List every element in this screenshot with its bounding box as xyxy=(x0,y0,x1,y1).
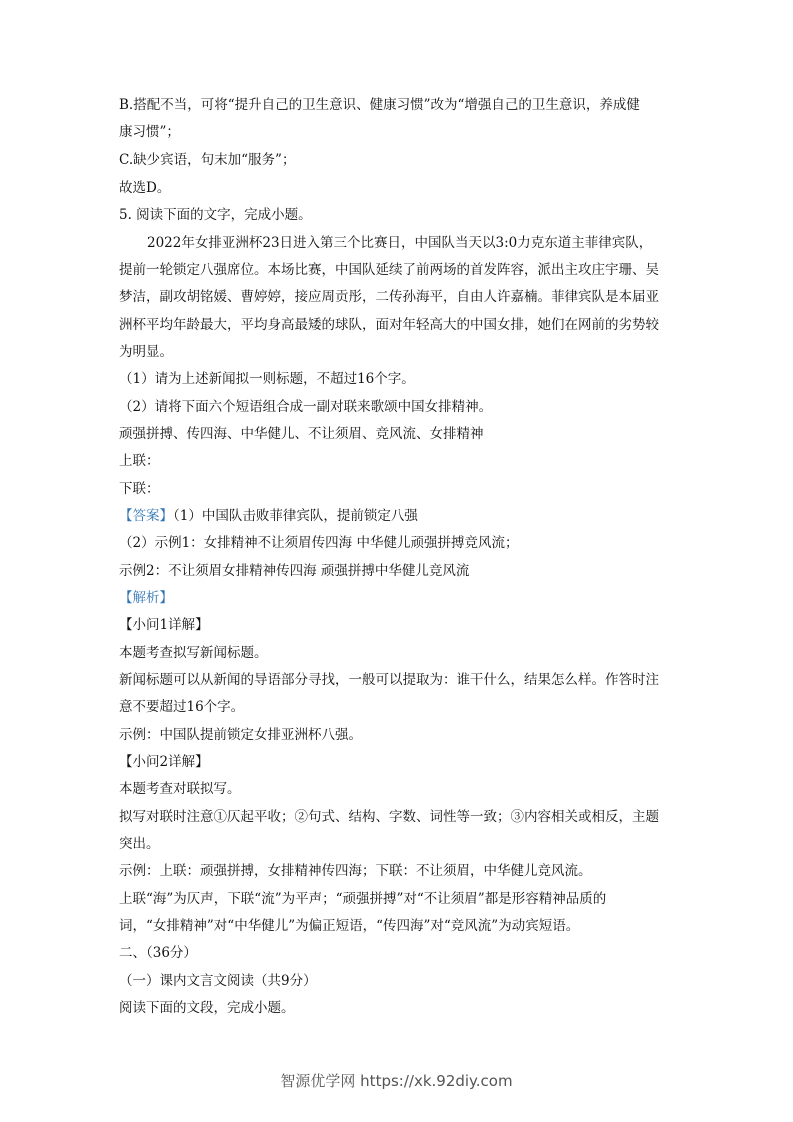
passage-line: 2022年女排亚洲杯23日进入第三个比赛日，中国队当天以3:0力克东道主菲律宾队， xyxy=(147,235,653,251)
passage-line: 为明显。 xyxy=(119,344,173,360)
answer-line: （2）示例1：女排精神不让须眉传四海 中华健儿顽强拼搏竞风流； xyxy=(119,535,519,551)
analysis-tag: 【解析】 xyxy=(119,590,173,606)
text-line: 康习惯”； xyxy=(119,124,180,140)
question-heading: 5. 阅读下面的文字，完成小题。 xyxy=(119,207,312,223)
sub-heading: 【小问1详解】 xyxy=(119,617,209,633)
text-line: 本题考查拟写新闻标题。 xyxy=(119,645,268,661)
answer-tag: 【答案】 xyxy=(119,508,173,524)
passage-line: 梦洁，副攻胡铭媛、曹婷婷，接应周贡彤，二传孙海平，自由人许嘉楠。菲律宾队是本届亚 xyxy=(119,289,659,305)
upper-couplet-label: 上联： xyxy=(119,453,160,469)
text-line: 意不要超过16个字。 xyxy=(119,699,245,715)
section-subheading: （一）课内文言文阅读（共9分） xyxy=(119,973,317,989)
text-line: 新闻标题可以从新闻的导语部分寻找，一般可以提取为：谁干什么，结果怎么样。作答时注 xyxy=(119,672,659,688)
sub-heading: 【小问2详解】 xyxy=(119,754,209,770)
text-line: 拟写对联时注意①仄起平收；②句式、结构、字数、词性等一致；③内容相关或相反，主题 xyxy=(119,809,659,825)
text-line: 示例：中国队提前锁定女排亚洲杯八强。 xyxy=(119,727,362,743)
text-line: 阅读下面的文段，完成小题。 xyxy=(119,1000,295,1016)
text-line: 突出。 xyxy=(119,836,160,852)
answer-line: 示例2：不让须眉女排精神传四海 顽强拼搏中华健儿竞风流 xyxy=(119,563,470,579)
lower-couplet-label: 下联： xyxy=(119,481,160,497)
text-line: B.搭配不当，可将“提升自己的卫生意识、健康习惯”改为“增强自己的卫生意识，养成健 xyxy=(119,97,640,113)
text-line: 本题考查对联拟写。 xyxy=(119,781,241,797)
sub-question: （2）请将下面六个短语组合成一副对联来歌颂中国女排精神。 xyxy=(119,399,493,415)
text-line: 故选D。 xyxy=(119,180,171,196)
answer-line xyxy=(119,506,679,526)
answer-text: （1）中国队击败菲律宾队，提前锁定八强 xyxy=(173,508,418,524)
text-line: C.缺少宾语，句末加“服务”； xyxy=(119,152,296,168)
text-line: 词，“女排精神”对“中华健儿”为偏正短语，“传四海”对“竞风流”为动宾短语。 xyxy=(119,918,580,934)
section-heading: 二、（36分） xyxy=(119,945,197,961)
passage-line: 提前一轮锁定八强席位。本场比赛，中国队延续了前两场的首发阵容，派出主攻庄宇珊、吴 xyxy=(119,262,659,278)
text-line: 示例：上联：顽强拼搏，女排精神传四海；下联：不让须眉，中华健儿竞风流。 xyxy=(119,863,592,879)
phrase-list: 顽强拼搏、传四海、中华健儿、不让须眉、竞风流、女排精神 xyxy=(119,426,484,442)
footer-watermark: 智源优学网 https://xk.92diy.com xyxy=(280,1072,513,1090)
passage-line: 洲杯平均年龄最大，平均身高最矮的球队，面对年轻高大的中国女排，她们在网前的劣势较 xyxy=(119,317,659,333)
sub-question: （1）请为上述新闻拟一则标题，不超过16个字。 xyxy=(119,371,415,387)
text-line: 上联“海”为仄声，下联“流”为平声；“顽强拼搏”对“不让须眉”都是形容精神品质的 xyxy=(119,891,607,907)
